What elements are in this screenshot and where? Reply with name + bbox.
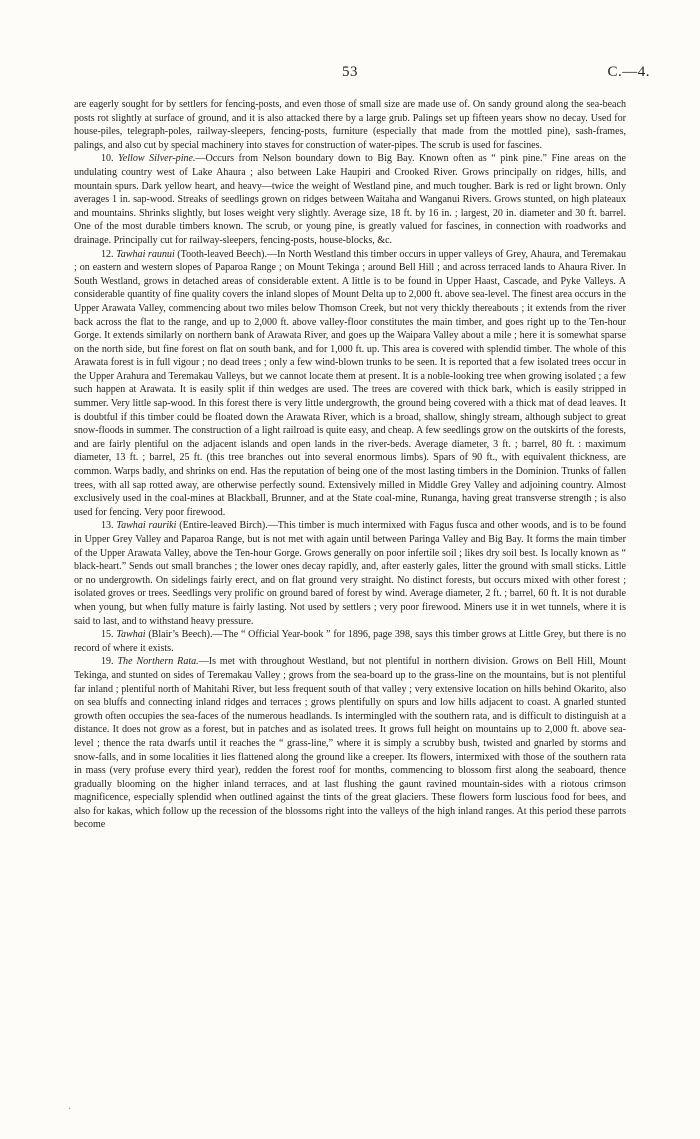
species-name: Yellow Silver-pine.	[118, 153, 196, 165]
species-name: The Northern Rata.	[117, 656, 199, 668]
paragraph-tawhai: 15. Tawhai (Blair’s Beech).—The “ Official Year-book ” for 1896, page 398, says this timber grows at Little Grey, but there is no record of where it exists.	[74, 629, 627, 654]
page-number: 53	[342, 64, 358, 80]
paragraph-northern-rata: 19. The Northern Rata.—Is met with throughout Westland, but not plentiful in northern division. Grows on Bell Hill, Mount Tekinga, and stunted on sides of Teremakau Valley ; grows from the sea-board up to the grass-line on the mountains, but is not plentiful far inland ; plentiful north of Mahitahi River, but less frequent south of that valley ; very extensive location on hills behind Okarito, also on sea bluffs and connecting inland ridges and terraces ; grows plentifully on spurs and low hills adjacent to coast. A gnarled stunted growth often occupies the sea-faces of the numerous headlands. Is intermingled with the southern rata, and is difficult to distinguish at a distance. It does not grow as a forest, but in patches and as isolated trees. It grows full height on mountains up to 2,000 ft. above sea-level ; thence the rata dwarfs until it reaches the “ grass-line,” where it is simply a scrubby bush, twisted and gnarled by storms and snow-falls, and in some localities it lies flattened along the ground like a creeper. Its flowers, intermixed with those of the southern rata in mass (very profuse every third year), redden the forest roof for months, commencing to blossom first along the seaboard, thence gradually blooming on the higher inland terraces, and at last flushing the gaunt ravined mountain-sides with a riotous crimson magnificence, especially splendid when outlined against the tints of the great glaciers. These flowers form luscious food for bees, and also for kakas, which follow up the recession of the blossoms right into the valleys of the high inland ranges. At this period these parrots become	[74, 656, 626, 831]
scan-mark: ·	[68, 1104, 72, 1115]
paragraph-yellow-silver-pine: 10. Yellow Silver-pine.—Occurs from Nelson boundary down to Big Bay. Known often as “ pink pine.” Fine areas on the undulating country west of Lake Ahaura ; also between Lake Haupiri and Crooked River. Grows principally on ridges, hills, and mountain spurs. Dark yellow heart, and heavy—twice the weight of Westland pine, and much tougher. Bark is red or light brown. Only averages 1 in. sap-wood. Streaks of seedlings grown on ridges between Waitaha and Wanganui Rivers. Grows stunted, on high plateaux and mountains. Shrinks slightly, but loses weight very slightly. Average size, 18 ft. by 16 in. ; largest, 20 in. diameter and 30 ft. barrel. One of the most durable timbers known. The scrub, or young pine, is greatly valued for fascines, in connection with roadworks and drainage. Principally cut for railway-sleepers, fencing-posts, house-blocks, &c.	[74, 153, 626, 246]
species-name: Tawhai rauriki	[116, 520, 177, 532]
paragraph-tawhai-rauriki: 13. Tawhai rauriki (Entire-leaved Birch).—This timber is much intermixed with Fagus fusca and other woods, and is to be found in Upper Grey Valley and Paparoa Range, but is not met with again until between Paringa Valley and Big Bay. It forms the main timber of the Upper Arawata Valley, above the Ten-hour Gorge. Grows generally on poor infertile soil ; likes dry soil best. Is locally known as “ black-heart.” Sends out small branches ; the lower ones decay rapidly, and, after easterly gales, litter the ground with small sticks. Little or no undergrowth. On sidelings fairly erect, and on flat ground very straight. No distinct forests, but occurs mixed with other forest ; isolated groves or trees. Seedlings very prolific on ground bared of forest by wind. Average diameter, 2 ft. ; barrel, 60 ft. It is not durable when young, but when fully mature is fairly lasting. Not used by settlers ; very poor firewood. Miners use it in wet tunnels, where it is said to last, and to withstand heavy pressure.	[74, 520, 626, 627]
paragraph-tawhai-raunui: 12. Tawhai raunui (Tooth-leaved Beech).—In North Westland this timber occurs in upper valleys of Grey, Ahaura, and Teremakau ; on eastern and western slopes of Paparoa Range ; on Mount Tekinga ; around Bell Hill ; and across terraced lands to Ahaura River. In South Westland, grows in detached areas of considerable extent. A little is to be found in Upper Haast, Cascade, and Pyke Valleys. A considerable quantity of fine quality covers the inland slopes of Mount Delta up to 2,000 ft. above sea-level. The finest area occurs in the Upper Arawata Valley, commencing about two miles below Thomson Creek, but not very thickly thereabouts ; it extends from the river back across the flat to the range, and up to 2,000 ft. above valley-floor constitutes the main timber, and goes right up to the Ten-hour Gorge. It extends similarly on northern bank of Arawata River, and goes up the Waipara Valley about a mile ; here it is somewhat sparse on the north side, but fine forest on flat on south bank, and for 1,000 ft. up. This area is covered with splendid timber. The whole of this Arawata forest is in full vigour ; no dead trees ; only a few wind-blown trunks to be seen. It is reported that a few isolated trees occur in the Upper Arahura and Teremakau Valleys, but we cannot locate them at present. It is a noble-looking tree when growing isolated ; a few such happen at Arawata. It is easily split if thin wedges are used. The trees are covered with thick bark, which is easily stripped in summer. Very little sap-wood. In this forest there is very little undergrowth, the ground being covered with a thick mat of dead leaves. It is doubtful if this timber could be floated down the Arawata River, which is a broad, shallow, shingly stream, although subject to great snow-floods in summer. The construction of a light railroad is quite easy, and cheap. A few seedlings grow on the outskirts of the forests, and are fairly plentiful on the adjacent islands and open lands in the river-beds. Average diameter, 3 ft. ; barrel, 80 ft. : maximum diameter, 13 ft. ; barrel, 25 ft. (this tree branches out into several enormous limbs). Spars of 90 ft., with equivalent thickness, are common. Warps badly, and shrinks on end. Has the reputation of being one of the most lasting timbers in the Dominion. Trunks of fallen trees, with all sap rotted away, are otherwise perfectly sound. Extensively milled in Middle Grey Valley and adjoining country. Almost exclusively used in the coal-mines at Blackball, Brunner, and at the State coal-mine, Runanga, having great transverse strength ; is also used for fencing. Very poor firewood.	[74, 248, 626, 518]
species-name: Tawhai raunui	[116, 248, 175, 260]
species-name: Tawhai	[116, 629, 146, 641]
page-header	[0, 64, 700, 86]
document-reference: C.—4.	[607, 64, 650, 80]
body-text	[74, 98, 626, 832]
paragraph-continuation: are eagerly sought for by settlers for fencing-posts, and even those of small size are made use of. On sandy ground along the sea-beach posts rot slightly at surface of ground, and it is also attacked there by a large grub. Palings set up fifteen years show no decay. Used for house-piles, telegraph-poles, railway-sleepers, fencing-posts, furniture (especially that made from the mottled pine), sash-frames, palings, and also cut by special machinery into staves for construction of water-pipes. The scrub is used for fascines.	[74, 99, 626, 151]
